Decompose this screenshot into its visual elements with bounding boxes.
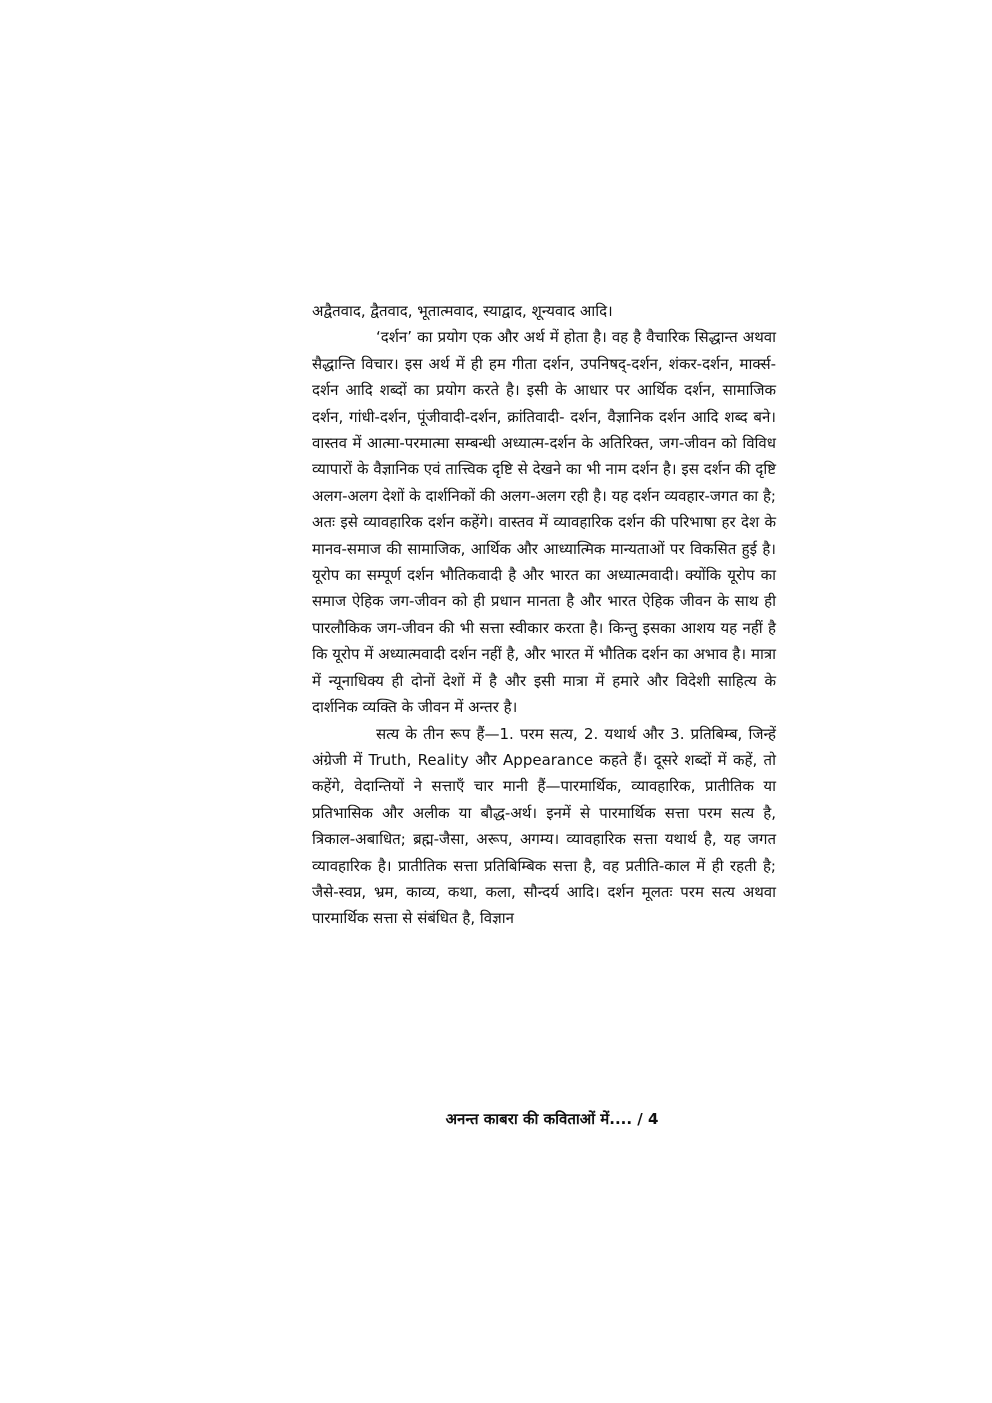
paragraph-darshan-meaning: ‘दर्शन’ का प्रयोग एक और अर्थ में होता है। वह है वैचारिक सिद्धान्त अथवा सैद्धान्ति विचार। इस अर्थ में ही हम गीता दर्शन, उपनिषद्-दर्शन, शंकर-दर्शन, मार्क्स-दर्शन आदि शब्दों का प्रयोग करते है। इसी के आधार पर आर्थिक दर्शन, सामाजिक दर्शन, गांधी-दर्शन, पूंजीवादी-दर्शन, क्रांतिवादी- दर्शन, वैज्ञानिक दर्शन आदि शब्द बने। वास्तव में आत्मा-परमात्मा सम्बन्धी अध्यात्म-दर्शन के अतिरिक्त, जग-जीवन को विविध व्यापारों के वैज्ञानिक एवं तात्त्विक दृष्टि से देखने का भी नाम दर्शन है। इस दर्शन की दृष्टि अलग-अलग देशों के दार्शनिकों की अलग-अलग रही है। यह दर्शन व्यवहार-जगत का है; अतः इसे व्यावहारिक दर्शन कहेंगे। वास्तव में व्यावहारिक दर्शन की परिभाषा हर देश के मानव-समाज की सामाजिक, आर्थिक और आध्यात्मिक मान्यताओं पर विकसित हुई है। यूरोप का सम्पूर्ण दर्शन भौतिकवादी है और भारत का अध्यात्मवादी। क्योंकि यूरोप का समाज ऐहिक जग-जीवन को ही प्रधान मानता है और भारत ऐहिक जीवन के साथ ही पारलौकिक जग-जीवन की भी सत्ता स्वीकार करता है। किन्तु इसका आशय यह नहीं है कि यूरोप में अध्यात्मवादी दर्शन नहीं है, और भारत में भौतिक दर्शन का अभाव है। मात्रा में न्यूनाधिक्य ही दोनों देशों में है और इसी मात्रा में हमारे और विदेशी साहित्य के दार्शनिक व्यक्ति के जीवन में अन्तर है। (312, 328, 776, 717)
page-body (312, 298, 776, 932)
paragraph-three-forms-of-truth: सत्य के तीन रूप हैं—1. परम सत्य, 2. यथार्थ और 3. प्रतिबिम्ब, जिन्हें अंग्रेजी में Truth, Reality और Appearance कहते हैं। दूसरे शब्दों में कहें, तो कहेंगे, वेदान्तियों ने सत्ताएँ चार मानी हैं—पारमार्थिक, व्यावहारिक, प्रातीतिक या प्रतिभासिक और अलीक या बौद्ध-अर्थ। इनमें से पारमार्थिक सत्ता परम सत्य है, त्रिकाल-अबाधित; ब्रह्म-जैसा, अरूप, अगम्य। व्यावहारिक सत्ता यथार्थ है, यह जगत व्यावहारिक है। प्रातीतिक सत्ता प्रतिबिम्बिक सत्ता है, वह प्रतीति-काल में ही रहती है; जैसे-स्वप्न, भ्रम, काव्य, कथा, कला, सौन्दर्य आदि। दर्शन मूलतः परम सत्य अथवा पारमार्थिक सत्ता से संबंधित है, विज्ञान (312, 724, 776, 928)
paragraph-continuation: अद्वैतवाद, द्वैतवाद, भूतात्मवाद, स्याद्वाद, शून्यवाद आदि। (312, 302, 613, 320)
page-footer: अनन्त काबरा की कविताओं में.... / 4 (445, 1110, 659, 1128)
